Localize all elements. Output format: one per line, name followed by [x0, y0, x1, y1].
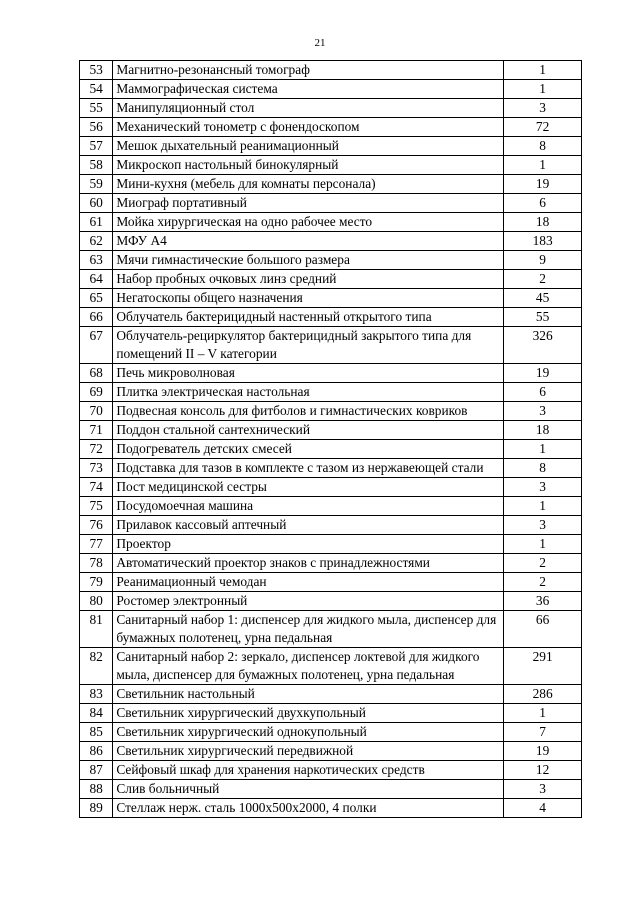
- item-name: Сейфовый шкаф для хранения наркотических средств: [113, 761, 504, 780]
- item-quantity: 18: [504, 421, 582, 440]
- item-quantity: 12: [504, 761, 582, 780]
- item-quantity: 7: [504, 723, 582, 742]
- item-name: Негатоскопы общего назначения: [113, 289, 504, 308]
- row-number: 60: [80, 194, 113, 213]
- row-number: 63: [80, 251, 113, 270]
- item-name: Подвесная консоль для фитболов и гимнастических ковриков: [113, 402, 504, 421]
- table-row: [80, 232, 582, 251]
- item-name: Прилавок кассовый аптечный: [113, 516, 504, 535]
- row-number: 78: [80, 554, 113, 573]
- table-row: [80, 478, 582, 497]
- item-name: Светильник хирургический двухкупольный: [113, 704, 504, 723]
- row-number: 62: [80, 232, 113, 251]
- item-quantity: 6: [504, 383, 582, 402]
- item-name: Светильник хирургический однокупольный: [113, 723, 504, 742]
- page-number: 21: [314, 37, 326, 49]
- item-quantity: 19: [504, 742, 582, 761]
- item-name: Мойка хирургическая на одно рабочее место: [113, 213, 504, 232]
- table-row: [80, 137, 582, 156]
- table-row: [80, 402, 582, 421]
- item-quantity: 1: [504, 704, 582, 723]
- row-number: 66: [80, 308, 113, 327]
- table-row: [80, 459, 582, 478]
- row-number: 53: [80, 61, 113, 80]
- table-row: [80, 383, 582, 402]
- equipment-table-body: [80, 61, 582, 818]
- row-number: 89: [80, 799, 113, 818]
- row-number: 71: [80, 421, 113, 440]
- item-name: Мини-кухня (мебель для комнаты персонала): [113, 175, 504, 194]
- table-row: [80, 685, 582, 704]
- item-name: Светильник настольный: [113, 685, 504, 704]
- item-name: Слив больничный: [113, 780, 504, 799]
- row-number: 67: [80, 327, 113, 364]
- item-name: Подогреватель детских смесей: [113, 440, 504, 459]
- table-row: [80, 497, 582, 516]
- table-row: [80, 780, 582, 799]
- item-name: Маммографическая система: [113, 80, 504, 99]
- row-number: 82: [80, 648, 113, 685]
- row-number: 76: [80, 516, 113, 535]
- row-number: 87: [80, 761, 113, 780]
- table-row: [80, 554, 582, 573]
- item-name: Пост медицинской сестры: [113, 478, 504, 497]
- item-quantity: 36: [504, 592, 582, 611]
- table-row: [80, 327, 582, 364]
- row-number: 73: [80, 459, 113, 478]
- item-name: Миограф портативный: [113, 194, 504, 213]
- row-number: 75: [80, 497, 113, 516]
- item-name: Мячи гимнастические большого размера: [113, 251, 504, 270]
- row-number: 54: [80, 80, 113, 99]
- row-number: 77: [80, 535, 113, 554]
- item-quantity: 1: [504, 535, 582, 554]
- table-row: [80, 516, 582, 535]
- item-name: Ростомер электронный: [113, 592, 504, 611]
- item-quantity: 8: [504, 137, 582, 156]
- table-row: [80, 761, 582, 780]
- table-row: [80, 723, 582, 742]
- table-row: [80, 611, 582, 648]
- row-number: 58: [80, 156, 113, 175]
- item-quantity: 3: [504, 780, 582, 799]
- item-name: Мешок дыхательный реанимационный: [113, 137, 504, 156]
- item-quantity: 8: [504, 459, 582, 478]
- item-name: Санитарный набор 2: зеркало, диспенсер локтевой для жидкого мыла, диспенсер для бумажных полотенец, урна педальная: [113, 648, 504, 685]
- item-quantity: 19: [504, 364, 582, 383]
- item-name: Посудомоечная машина: [113, 497, 504, 516]
- row-number: 74: [80, 478, 113, 497]
- item-name: Светильник хирургический передвижной: [113, 742, 504, 761]
- item-quantity: 1: [504, 61, 582, 80]
- table-row: [80, 289, 582, 308]
- item-name: Облучатель бактерицидный настенный открытого типа: [113, 308, 504, 327]
- item-quantity: 2: [504, 554, 582, 573]
- row-number: 84: [80, 704, 113, 723]
- table-row: [80, 648, 582, 685]
- item-quantity: 1: [504, 497, 582, 516]
- item-quantity: 4: [504, 799, 582, 818]
- table-row: [80, 440, 582, 459]
- row-number: 86: [80, 742, 113, 761]
- row-number: 59: [80, 175, 113, 194]
- item-quantity: 1: [504, 156, 582, 175]
- item-quantity: 72: [504, 118, 582, 137]
- item-name: Поддон стальной сантехнический: [113, 421, 504, 440]
- table-row: [80, 799, 582, 818]
- row-number: 55: [80, 99, 113, 118]
- row-number: 70: [80, 402, 113, 421]
- item-name: Набор пробных очковых линз средний: [113, 270, 504, 289]
- item-name: Облучатель-рециркулятор бактерицидный закрытого типа для помещений II – V категории: [113, 327, 504, 364]
- table-row: [80, 80, 582, 99]
- row-number: 83: [80, 685, 113, 704]
- item-quantity: 3: [504, 402, 582, 421]
- row-number: 57: [80, 137, 113, 156]
- table-row: [80, 308, 582, 327]
- item-name: Магнитно-резонансный томограф: [113, 61, 504, 80]
- row-number: 68: [80, 364, 113, 383]
- item-quantity: 18: [504, 213, 582, 232]
- table-row: [80, 742, 582, 761]
- item-quantity: 45: [504, 289, 582, 308]
- item-quantity: 9: [504, 251, 582, 270]
- table-row: [80, 156, 582, 175]
- item-quantity: 66: [504, 611, 582, 648]
- table-row: [80, 592, 582, 611]
- item-name: Проектор: [113, 535, 504, 554]
- table-row: [80, 175, 582, 194]
- item-name: Микроскоп настольный бинокулярный: [113, 156, 504, 175]
- item-quantity: 2: [504, 573, 582, 592]
- table-row: [80, 118, 582, 137]
- row-number: 61: [80, 213, 113, 232]
- item-name: Механический тонометр с фонендоскопом: [113, 118, 504, 137]
- item-quantity: 3: [504, 516, 582, 535]
- row-number: 88: [80, 780, 113, 799]
- item-quantity: 286: [504, 685, 582, 704]
- table-row: [80, 573, 582, 592]
- table-row: [80, 251, 582, 270]
- item-quantity: 3: [504, 478, 582, 497]
- item-name: Печь микроволновая: [113, 364, 504, 383]
- item-quantity: 1: [504, 440, 582, 459]
- table-row: [80, 535, 582, 554]
- row-number: 65: [80, 289, 113, 308]
- equipment-table: [79, 60, 582, 818]
- item-quantity: 183: [504, 232, 582, 251]
- row-number: 85: [80, 723, 113, 742]
- row-number: 80: [80, 592, 113, 611]
- row-number: 72: [80, 440, 113, 459]
- table-row: [80, 99, 582, 118]
- item-quantity: 291: [504, 648, 582, 685]
- row-number: 69: [80, 383, 113, 402]
- item-quantity: 19: [504, 175, 582, 194]
- row-number: 56: [80, 118, 113, 137]
- item-name: Стеллаж нерж. сталь 1000х500х2000, 4 полки: [113, 799, 504, 818]
- table-row: [80, 421, 582, 440]
- table-row: [80, 61, 582, 80]
- item-name: Плитка электрическая настольная: [113, 383, 504, 402]
- table-row: [80, 270, 582, 289]
- item-quantity: 55: [504, 308, 582, 327]
- item-name: Автоматический проектор знаков с принадлежностями: [113, 554, 504, 573]
- row-number: 64: [80, 270, 113, 289]
- table-row: [80, 704, 582, 723]
- item-quantity: 2: [504, 270, 582, 289]
- item-name: Подставка для тазов в комплекте с тазом из нержавеющей стали: [113, 459, 504, 478]
- item-name: Реанимационный чемодан: [113, 573, 504, 592]
- item-quantity: 6: [504, 194, 582, 213]
- table-row: [80, 194, 582, 213]
- item-quantity: 3: [504, 99, 582, 118]
- item-quantity: 1: [504, 80, 582, 99]
- table-row: [80, 213, 582, 232]
- row-number: 79: [80, 573, 113, 592]
- item-quantity: 326: [504, 327, 582, 364]
- table-row: [80, 364, 582, 383]
- item-name: МФУ А4: [113, 232, 504, 251]
- item-name: Манипуляционный стол: [113, 99, 504, 118]
- row-number: 81: [80, 611, 113, 648]
- item-name: Санитарный набор 1: диспенсер для жидкого мыла, диспенсер для бумажных полотенец, урна педальная: [113, 611, 504, 648]
